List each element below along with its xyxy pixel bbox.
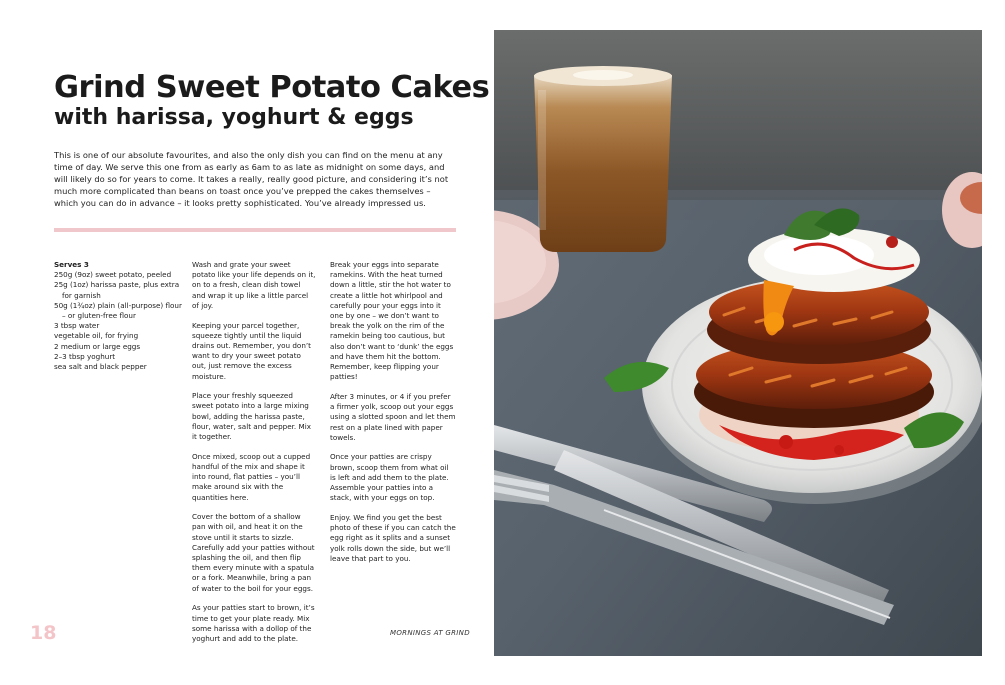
food-photo [494,30,982,656]
ingredient-continuation: – or gluten-free flour [62,311,136,321]
ingredient-item [54,301,184,321]
method-column-1 [192,260,316,654]
serves-label: Serves 3 [54,260,89,269]
ingredient-item [54,331,184,341]
method-step: Enjoy. We find you get the best photo of these if you can catch the egg right as it splits and a sunset yolk rolls down the side, but we’ll leave that part to you. [330,512,456,563]
ingredient-text: 50g (1¾oz) plain (all-purpose) flour [54,300,182,310]
ingredient-text: 3 tbsp water [54,321,100,331]
ingredient-item [54,321,184,331]
ingredient-text: vegetable oil, for frying [54,331,139,341]
ingredient-item [54,342,184,352]
ingredient-item [54,270,184,280]
ingredient-item [54,280,184,300]
method-column-2 [330,260,456,573]
method-step: Break your eggs into separate ramekins. With the heat turned down a little, stir the hot water to create a little hot whirlpool and carefully pour your eggs into it one by one – we don’t want to break the yolk on the rim of the ramekin being too cautious, but also don’t want to ‘dunk’ the eggs and have them hit the bottom. Remember, keep flipping your patties! [330,260,454,382]
ingredients-column [54,260,184,372]
method-step: Once your patties are crispy brown, scoop them from what oil is left and add them to the plate. Assemble your patties into a stack, with your eggs on top. [330,452,449,503]
left-page [0,0,494,685]
ingredient-text: sea salt and black pepper [54,362,147,372]
recipe-title: Grind Sweet Potato Cakes [54,70,490,105]
section-footer: MORNINGS AT GRIND [390,629,470,637]
method-step: Cover the bottom of a shallow pan with oil, and heat it on the stove until it starts to sizzle. Carefully add your patties without splashing the oil, and then flip them every minute with a spatula or a fork. Meanwhile, bring a pan of water to the boil for your eggs. [192,512,315,593]
ingredient-text: 2–3 tbsp yoghurt [54,351,116,361]
pink-divider [54,228,456,232]
ingredient-text: 250g (9oz) sweet potato, peeled [54,270,172,280]
method-step: Place your freshly squeezed sweet potato into a large mixing bowl, adding the harissa paste, flour, water, salt and pepper. Mix it together. [192,391,311,442]
ingredient-text: 25g (1oz) harissa paste, plus extra [54,280,180,290]
recipe-subtitle: with harissa, yoghurt & eggs [54,105,414,130]
recipe-intro: This is one of our absolute favourites, and also the only dish you can find on the menu at any time of day. We serve this one from as early as 6am to as late as midnight on some days, and will likely do so for years to come. It takes a really, really good picture, and considering it’s not much more complicated than beans on toast once you’ve prepped the cakes themselves – which you can do in advance – it looks pretty sophisticated. You’ve already impressed us. [54,150,449,208]
method-step: After 3 minutes, or 4 if you prefer a firmer yolk, scoop out your eggs using a slotted spoon and let them rest on a plate lined with paper towels. [330,391,456,442]
ingredient-text: 2 medium or large eggs [54,341,141,351]
method-step: Keeping your parcel together, squeeze tightly until the liquid drains out. Remember, you don’t want to dry your sweet potato out, just remove the excess moisture. [192,320,311,381]
ingredient-item [54,362,184,372]
page-number: 18 [30,622,57,644]
method-step: As your patties start to brown, it’s time to get your plate ready. Mix some harissa with a dollop of the yoghurt and add to the plate. [192,603,315,643]
ingredient-continuation: for garnish [62,290,101,300]
method-step: Wash and grate your sweet potato like your life depends on it, on to a fresh, clean dish towel and wrap it up like a little parcel of joy. [192,260,316,310]
method-step: Once mixed, scoop out a cupped handful of the mix and shape it into round, flat patties – you’ll make around six with the quantities here. [192,451,311,502]
ingredient-item [54,352,184,362]
